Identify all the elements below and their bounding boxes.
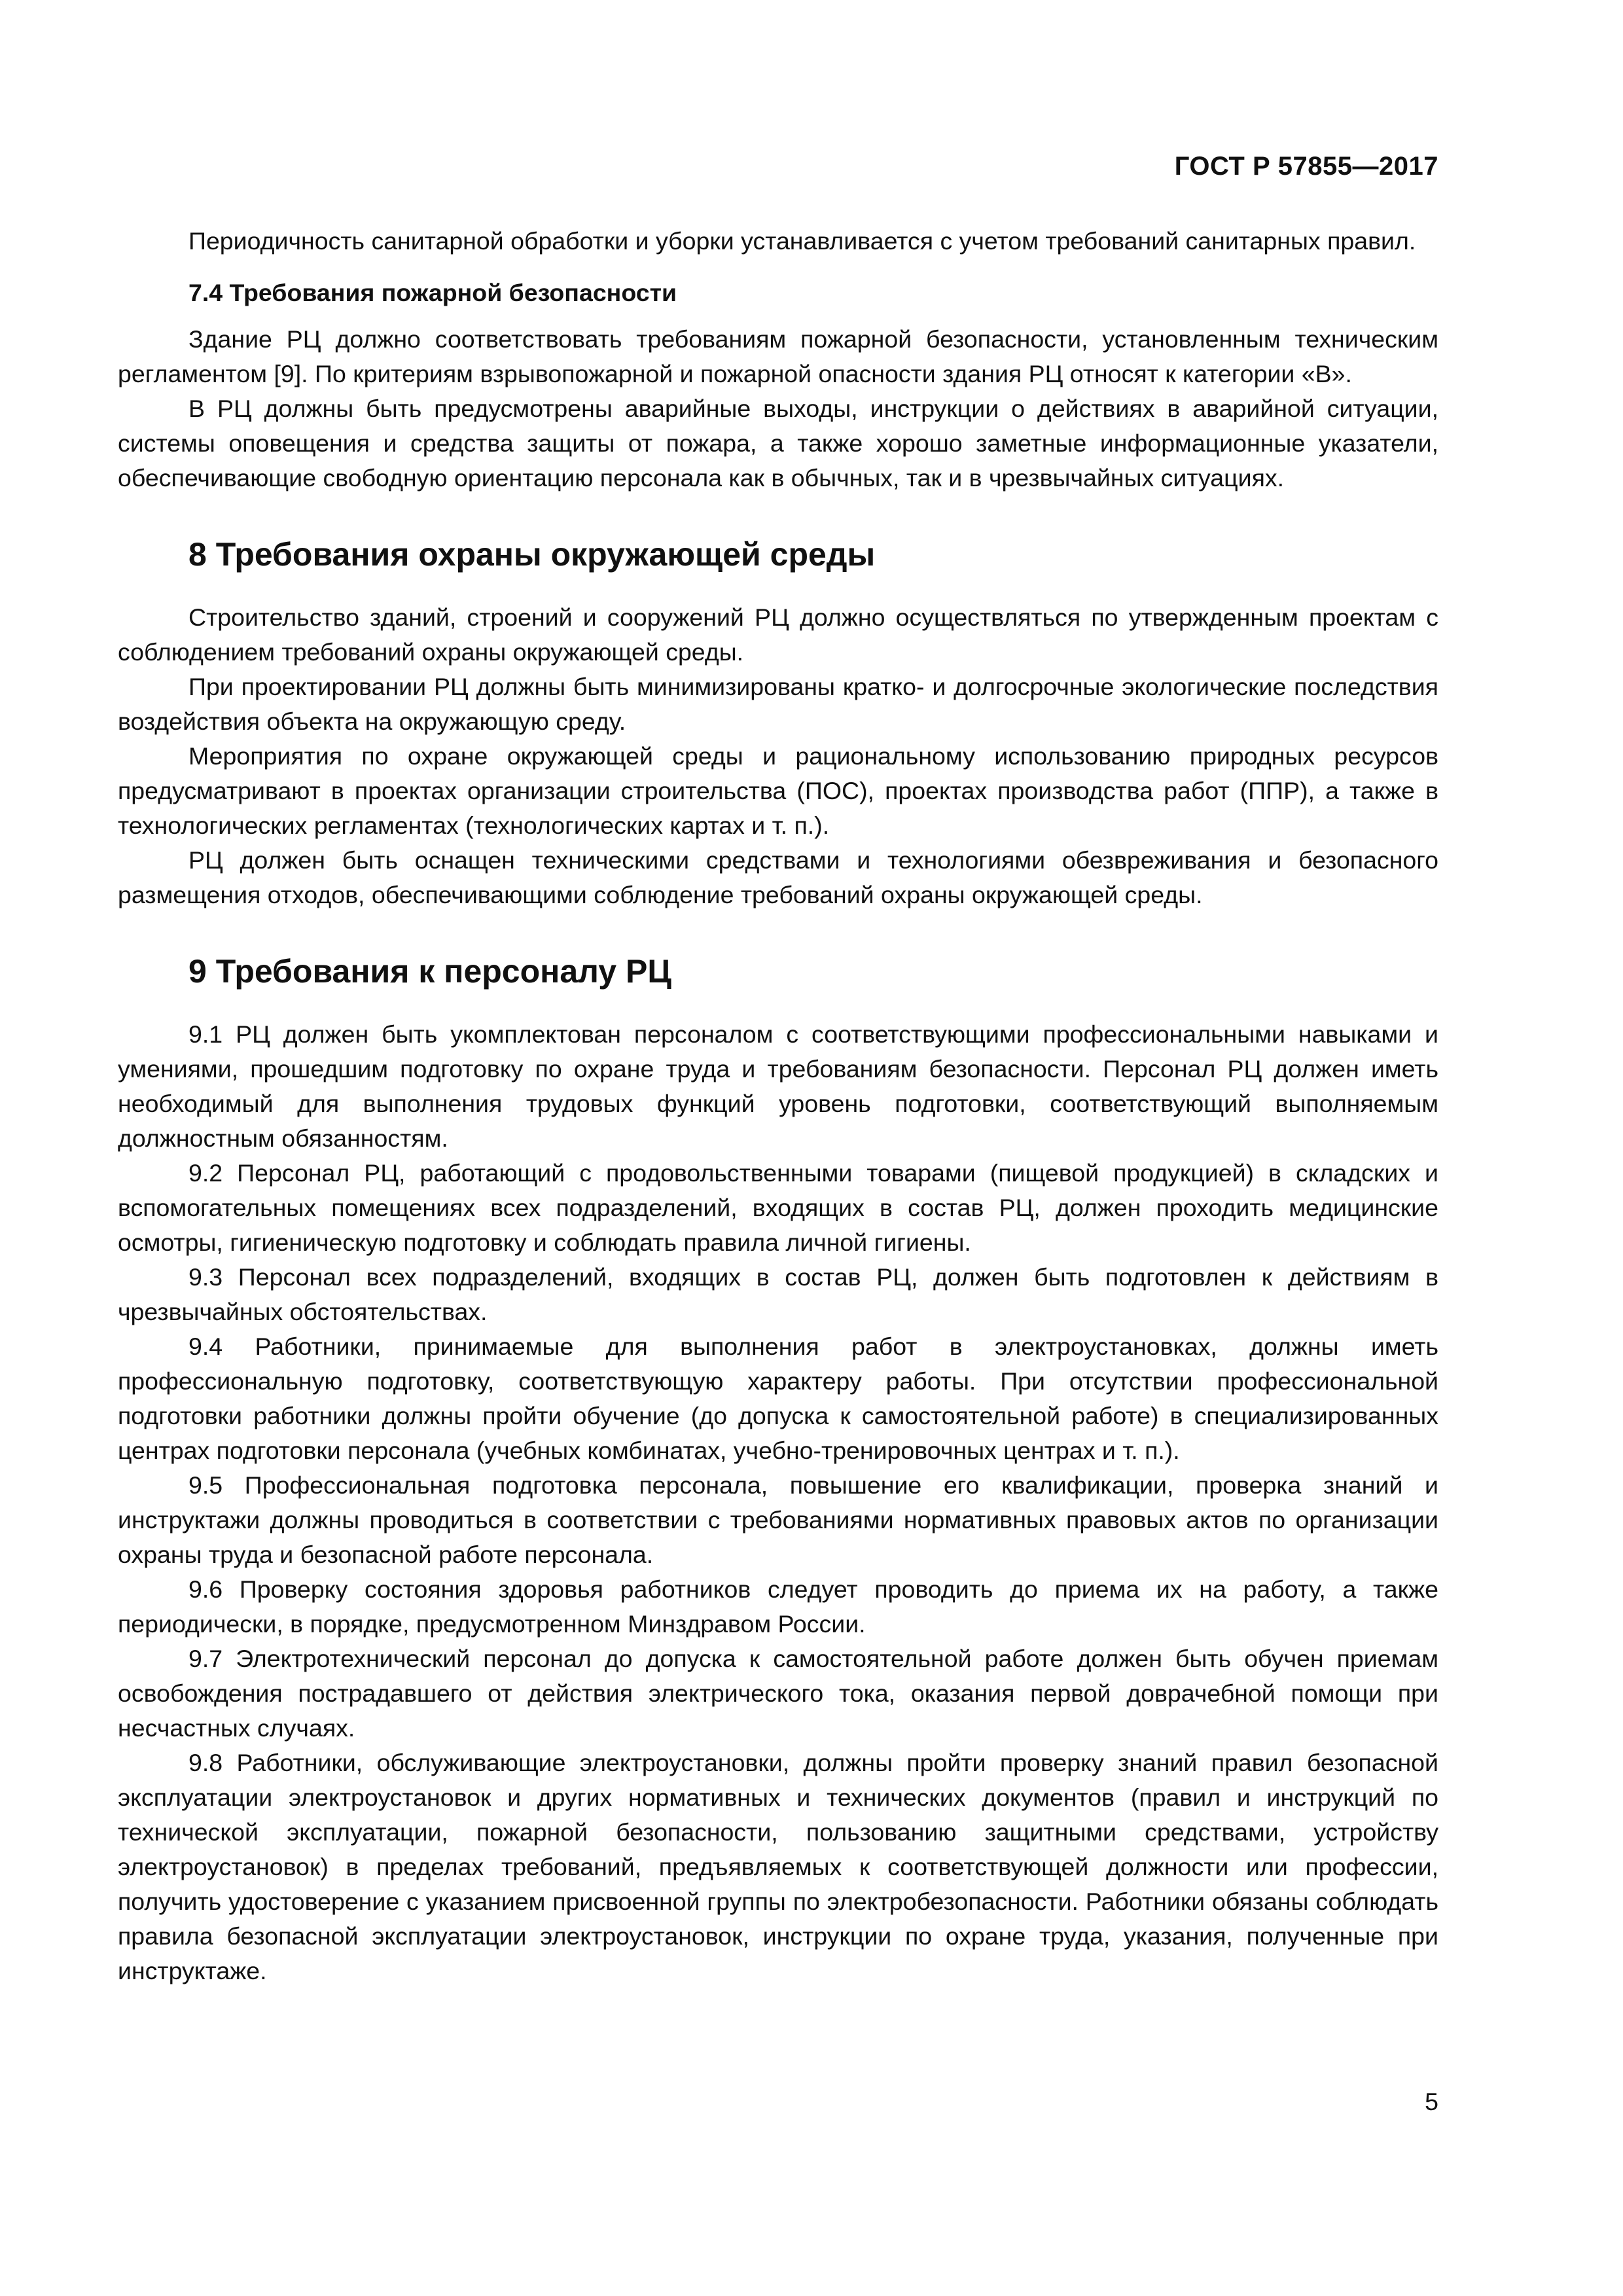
section-heading-9: 9 Требования к персоналу РЦ [188, 953, 671, 990]
paragraph: Строительство зданий, строений и сооружений РЦ должно осуществляться по утвержденным проектам с соблюдением требований охраны окружающей среды. [118, 603, 1438, 666]
paragraph: 9.7 Электротехнический персонал до допуска к самостоятельной работе должен быть обучен приемам освобождения пострадавшего от действия электрического тока, оказания первой доврачебной помощи при несчастных случаях. [118, 1645, 1438, 1742]
paragraph: 9.5 Профессиональная подготовка персонала, повышение его квалификации, проверка знаний и инструктажи должны проводиться в соответствии с требованиями нормативных правовых актов по организации охраны труда и безопасной работе персонала. [118, 1471, 1438, 1568]
paragraph: Мероприятия по охране окружающей среды и рациональному использованию природных ресурсов предусматривают в проектах организации строительства (ПОС), проектах производства работ (ППР), а также в технологических регламентах (технологических картах и т. п.). [118, 742, 1438, 839]
paragraph: При проектировании РЦ должны быть минимизированы кратко- и долгосрочные экологические последствия воздействия объекта на окружающую среду. [118, 673, 1438, 735]
paragraph: 9.6 Проверку состояния здоровья работников следует проводить до приема их на работу, а также периодически, в порядке, предусмотренном Минздравом России. [118, 1575, 1438, 1638]
page-number: 5 [1425, 2088, 1438, 2115]
paragraph: 9.4 Работники, принимаемые для выполнения работ в электроустановках, должны иметь профессиональную подготовку, соответствующую характеру работы. При отсутствии профессиональной подготовки работники должны пройти обучение (до допуска к самостоятельной работе) в специализированных центрах подготовки персонала (учебных комбинатах, учебно-тренировочных центрах и т. п.). [118, 1333, 1438, 1464]
paragraph: 9.1 РЦ должен быть укомплектован персоналом с соответствующими профессиональными навыками и умениями, прошедшим подготовку по охране труда и требованиям безопасности. Персонал РЦ должен иметь необходимый для выполнения трудовых функций уровень подготовки, соответствующий выполняемым должностным обязанностям. [118, 1020, 1438, 1152]
paragraph: Здание РЦ должно соответствовать требованиям пожарной безопасности, установленным техническим регламентом [9]. По критериям взрывопожарной и пожарной опасности здания РЦ относят к категории «В». [118, 325, 1438, 387]
section-heading-8: 8 Требования охраны окружающей среды [188, 536, 876, 573]
paragraph: В РЦ должны быть предусмотрены аварийные выходы, инструкции о действиях в аварийной ситуации, системы оповещения и средства защиты от пожара, а также хорошо заметные информационные указатели, обеспечивающие свободную ориентацию персонала как в обычных, так и в чрезвычайных ситуациях. [118, 395, 1438, 492]
section-heading-7-4: 7.4 Требования пожарной безопасности [188, 279, 677, 306]
paragraph: 9.8 Работники, обслуживающие электроустановки, должны пройти проверку знаний правил безопасной эксплуатации электроустановок и других нормативных и технических документов (правил и инструкций по технической эксплуатации, пожарной безопасности, пользованию защитными средствами, устройству электроустановок) в пределах требований, предъявляемых к соответствующей должности или профессии, получить удостоверение с указанием присвоенной группы по электробезопасности. Работники обязаны соблюдать правила безопасной эксплуатации электроустановок, инструкции по охране труда, указания, полученные при инструктаже. [118, 1749, 1438, 1984]
paragraph: 9.2 Персонал РЦ, работающий с продовольственными товарами (пищевой продукцией) в складских и вспомогательных помещениях всех подразделений, входящих в состав РЦ, должен проходить медицинские осмотры, гигиеническую подготовку и соблюдать правила личной гигиены. [118, 1159, 1438, 1256]
paragraph: Периодичность санитарной обработки и уборки устанавливается с учетом требований санитарных правил. [188, 227, 1416, 255]
document-header: ГОСТ Р 57855—2017 [1174, 152, 1438, 181]
paragraph: 9.3 Персонал всех подразделений, входящих в состав РЦ, должен быть подготовлен к действиям в чрезвычайных обстоятельствах. [118, 1263, 1438, 1325]
paragraph: РЦ должен быть оснащен техническими средствами и технологиями обезвреживания и безопасного размещения отходов, обеспечивающими соблюдение требований охраны окружающей среды. [118, 846, 1438, 908]
document-body [118, 224, 1438, 1988]
